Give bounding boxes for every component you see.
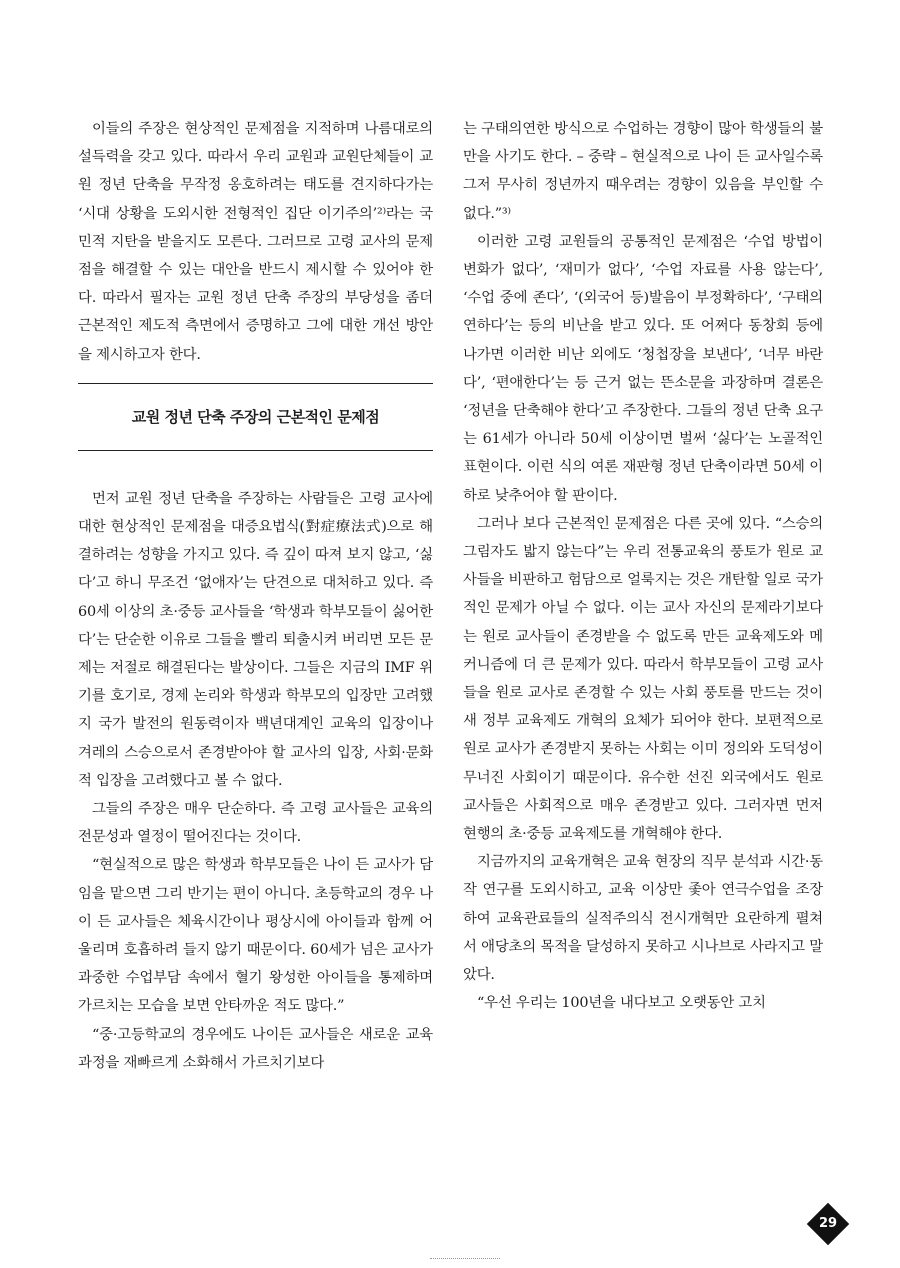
section-heading: 교원 정년 단축 주장의 근본적인 문제점 bbox=[131, 407, 380, 426]
paragraph: 는 구태의연한 방식으로 수업하는 경향이 많아 학생들의 불만을 사기도 한다. – 중략 – 현실적으로 나이 든 교사일수록 그저 무사히 정년까지 때우려는 경향이 있음을 부인할 수 없다.”³⁾ bbox=[463, 121, 823, 222]
left-column bbox=[78, 115, 433, 1077]
paragraph: 이러한 고령 교원들의 공통적인 문제점은 ‘수업 방법이 변화가 없다’, ‘재미가 없다’, ‘수업 자료를 사용 않는다’, ‘수업 중에 존다’, ‘(외국어 등)발음이 부정확하다’, ‘구태의연하다’는 등의 비난을 받고 있다. 또 어쩌다 동창회 등에 나가면 이러한 비난 외에도 ‘청첩장을 보낸다’, ‘너무 바란다’, ‘편애한다’는 등 근거 없는 뜬소문을 과장하며 결론은 ‘정년을 단축해야 한다’고 주장한다. 그들의 정년 단축 요구는 61세가 아니라 50세 이상이면 벌써 ‘싫다’는 노골적인 표현이다. 이런 식의 여론 재판형 정년 단축이라면 50세 이하로 낮추어야 할 판이다. bbox=[463, 233, 823, 504]
paragraph: 이들의 주장은 현상적인 문제점을 지적하며 나름대로의 설득력을 갖고 있다. 따라서 우리 교원과 교원단체들이 교원 정년 단축을 무작정 옹호하려는 태도를 견지하다가는 ‘시대 상황을 도외시한 전형적인 집단 이기주의’²⁾라는 국민적 지탄을 받을지도 모른다. 그러므로 고령 교사의 문제점을 해결할 수 있는 대안을 반드시 제시할 수 있어야 한다. 따라서 필자는 교원 정년 단축 주장의 부당성을 좀더 근본적인 제도적 측면에서 증명하고 그에 대한 개선 방안을 제시하고자 한다. bbox=[78, 121, 433, 363]
section-heading-box bbox=[78, 383, 433, 451]
right-column bbox=[463, 115, 823, 1018]
paragraph: 지금까지의 교육개혁은 교육 현장의 직무 분석과 시간·동작 연구를 도외시하고, 교육 이상만 좇아 연극수업을 조장하여 교육관료들의 실적주의식 전시개혁만 요란하게 펼쳐서 애당초의 목적을 달성하지 못하고 시나브로 사라지고 말았다. bbox=[463, 854, 823, 984]
paragraph: 그러나 보다 근본적인 문제점은 다른 곳에 있다. “스승의 그림자도 밟지 않는다”는 우리 전통교육의 풍토가 원로 교사들을 비판하고 험담으로 얼룩지는 것은 개탄할 일로 국가적인 문제가 아닐 수 없다. 이는 교사 자신의 문제라기보다는 원로 교사들이 존경받을 수 없도록 만든 교육제도와 메커니즘에 더 큰 문제가 있다. 따라서 학부모들이 고령 교사들을 원로 교사로 존경할 수 있는 사회 풍토를 만드는 것이 새 정부 교육제도 개혁의 요체가 되어야 한다. 보편적으로 원로 교사가 존경받지 못하는 사회는 이미 정의와 도덕성이 무너진 사회이기 때문이다. 유수한 선진 외국에서도 원로 교사들은 사회적으로 매우 존경받고 있다. 그러자면 먼저 현행의 초·중등 교육제도를 개혁해야 한다. bbox=[463, 515, 823, 843]
heading-top-rule bbox=[78, 383, 433, 384]
page-number: 29 bbox=[818, 1216, 838, 1231]
quote-paragraph: “중·고등학교의 경우에도 나이든 교사들은 새로운 교육과정을 재빠르게 소화해서 가르치기보다 bbox=[78, 1026, 433, 1071]
page-number-badge bbox=[807, 1203, 849, 1245]
quote-paragraph: “우선 우리는 100년을 내다보고 오랫동안 고치 bbox=[477, 995, 766, 1012]
paragraph: 먼저 교원 정년 단축을 주장하는 사람들은 고령 교사에 대한 현상적인 문제점을 대증요법식(對症療法式)으로 해결하려는 성향을 가지고 있다. 즉 깊이 따져 보지 않고, ‘싫다’고 하니 무조건 ‘없애자’는 단견으로 대처하고 있다. 즉 60세 이상의 초·중등 교사들을 ‘학생과 학부모들이 싫어한다’는 단순한 이유로 그들을 빨리 퇴출시켜 버리면 모든 문제는 저절로 해결된다는 발상이다. 그들은 지금의 IMF 위기를 호기로, 경제 논리와 학생과 학부모의 입장만 고려했지 국가 발전의 원동력이자 백년대계인 교육의 입장이나 겨레의 스승으로서 존경받아야 할 교사의 입장, 사회·문화적 입장을 고려했다고 볼 수 없다. bbox=[78, 490, 433, 789]
paragraph: 그들의 주장은 매우 단순하다. 즉 고령 교사들은 교육의 전문성과 열정이 떨어진다는 것이다. bbox=[78, 801, 433, 846]
quote-paragraph: “현실적으로 많은 학생과 학부모들은 나이 든 교사가 담임을 맡으면 그리 반기는 편이 아니다. 초등학교의 경우 나이 든 교사들은 체육시간이나 평상시에 아이들과 함께 어울리며 호흡하려 들지 않기 때문이다. 60세가 넘은 교사가 과중한 수업부담 속에서 혈기 왕성한 아이들을 통제하며 가르치는 모습을 보면 안타까운 적도 많다.” bbox=[78, 857, 433, 1015]
bottom-divider bbox=[430, 1258, 500, 1259]
heading-bottom-rule bbox=[78, 450, 433, 451]
